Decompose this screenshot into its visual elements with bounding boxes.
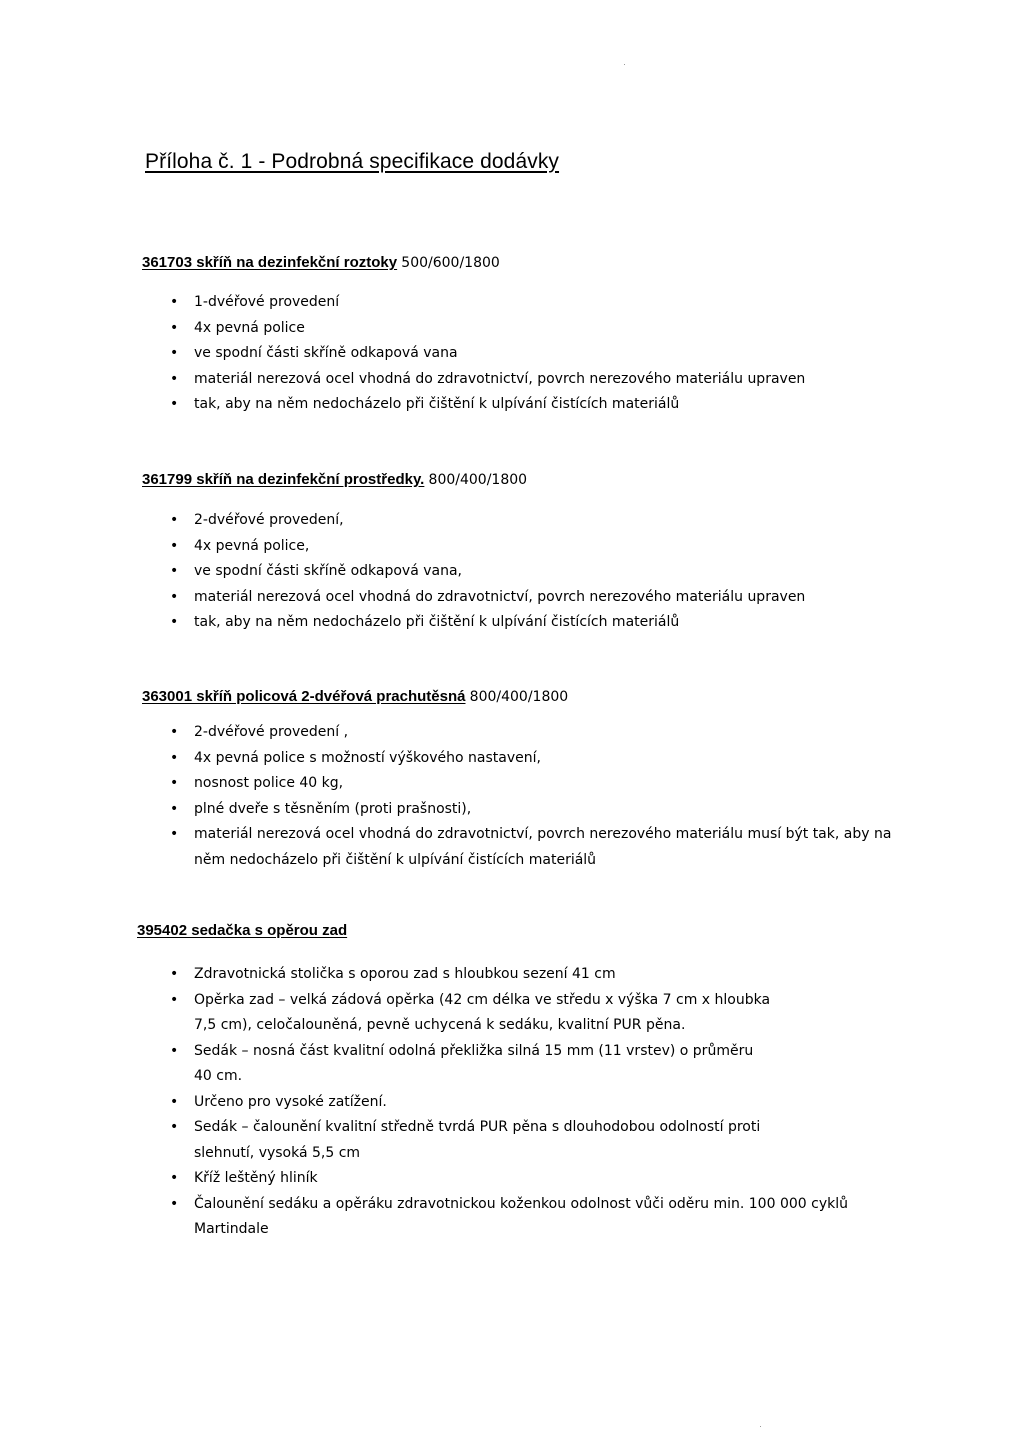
bullet-icon: • bbox=[170, 396, 179, 412]
list-item-text: materiál nerezová ocel vhodná do zdravotnictví, povrch nerezového materiálu upraven bbox=[194, 588, 806, 605]
list-item-text: 1-dvéřové provedení bbox=[194, 294, 340, 310]
bullet-icon: • bbox=[170, 826, 179, 842]
list-item-text: ve spodní části skříně odkapová vana bbox=[194, 345, 458, 361]
item-code-name: 361799 skříň na dezinfekční prostředky. bbox=[142, 471, 425, 488]
bullet-icon: • bbox=[170, 537, 179, 554]
section-heading bbox=[142, 471, 527, 488]
list-item-text: 2-dvéřové provedení , bbox=[194, 724, 349, 740]
bullet-icon: • bbox=[170, 1042, 179, 1059]
bullet-icon: • bbox=[170, 1119, 179, 1135]
bullet-icon: • bbox=[170, 775, 179, 791]
list-item bbox=[170, 392, 805, 418]
list-item-text: 4x pevná police s možností výškového nastavení, bbox=[194, 749, 541, 766]
list-item-text: tak, aby na něm nedocházelo při čištění k ulpívání čistících materiálů bbox=[194, 396, 680, 412]
list-item bbox=[170, 1115, 794, 1166]
document-title: Příloha č. 1 - Podrobná specifikace dodávky bbox=[145, 150, 560, 173]
item-code-name: 361703 skříň na dezinfekční roztoky bbox=[142, 254, 398, 271]
list-item-text: Kříž leštěný hliník bbox=[194, 1170, 318, 1186]
bullet-icon: • bbox=[170, 1195, 179, 1212]
list-item bbox=[170, 534, 805, 560]
list-item bbox=[170, 290, 805, 316]
bullet-icon: • bbox=[170, 614, 179, 630]
list-item-text: ve spodní části skříně odkapová vana, bbox=[194, 563, 463, 579]
bullet-icon: • bbox=[170, 370, 179, 387]
list-item-text: 4x pevná police bbox=[194, 319, 305, 336]
section-heading bbox=[142, 254, 500, 271]
list-item bbox=[170, 1090, 894, 1116]
list-item bbox=[170, 508, 805, 534]
section-heading bbox=[137, 922, 347, 939]
list-item-text: Sedák – čalounění kvalitní středně tvrdá PUR pěna s dlouhodobou odolností proti slehnutí, vysoká 5,5 cm bbox=[194, 1119, 761, 1161]
bullet-icon: • bbox=[170, 512, 179, 528]
list-item-text: 4x pevná police, bbox=[194, 537, 310, 554]
list-item-text: Opěrka zad – velká zádová opěrka (42 cm délka ve středu x výška 7 cm x hloubka 7,5 cm), celočalouněná, pevně uchycená k sedáku, kvalitní PUR pěna. bbox=[194, 991, 771, 1033]
bullet-icon: • bbox=[170, 345, 179, 361]
list-item bbox=[170, 1039, 754, 1090]
item-code-name: 395402 sedačka s opěrou zad bbox=[137, 922, 348, 939]
list-item-text: tak, aby na něm nedocházelo při čištění k ulpívání čistících materiálů bbox=[194, 614, 680, 630]
bullet-icon: • bbox=[170, 294, 179, 310]
list-item bbox=[170, 559, 805, 585]
list-item-text: 2-dvéřové provedení, bbox=[194, 512, 344, 528]
list-item-text: plné dveře s těsněním (proti prašnosti), bbox=[194, 800, 472, 817]
bullet-icon: • bbox=[170, 588, 179, 605]
spec-list bbox=[170, 962, 894, 1243]
list-item bbox=[170, 367, 805, 393]
list-item bbox=[170, 771, 894, 797]
scan-speck bbox=[624, 64, 625, 65]
spec-list bbox=[170, 508, 805, 636]
item-dimensions: 500/600/1800 bbox=[401, 255, 500, 271]
list-item bbox=[170, 316, 805, 342]
bullet-icon: • bbox=[170, 319, 179, 336]
bullet-icon: • bbox=[170, 724, 179, 740]
spec-list bbox=[170, 290, 805, 418]
bullet-icon: • bbox=[170, 800, 179, 817]
list-item bbox=[170, 1192, 894, 1243]
list-item bbox=[170, 341, 805, 367]
bullet-icon: • bbox=[170, 991, 179, 1008]
list-item-text: Sedák – nosná část kvalitní odolná překližka silná 15 mm (11 vrstev) o průměru 40 cm. bbox=[194, 1042, 754, 1084]
list-item bbox=[170, 822, 894, 873]
list-item-text: Zdravotnická stolička s oporou zad s hloubkou sezení 41 cm bbox=[194, 966, 616, 982]
spec-list bbox=[170, 720, 894, 873]
list-item bbox=[170, 610, 805, 636]
bullet-icon: • bbox=[170, 966, 179, 982]
list-item bbox=[170, 585, 805, 611]
list-item bbox=[170, 797, 894, 823]
list-item-text: Určeno pro vysoké zatížení. bbox=[194, 1093, 387, 1110]
item-dimensions: 800/400/1800 bbox=[428, 472, 528, 488]
bullet-icon: • bbox=[170, 1093, 179, 1110]
list-item bbox=[170, 988, 794, 1039]
list-item-text: materiál nerezová ocel vhodná do zdravotnictví, povrch nerezového materiálu upraven bbox=[194, 370, 806, 387]
list-item-text: nosnost police 40 kg, bbox=[194, 775, 344, 791]
list-item bbox=[170, 720, 894, 746]
list-item-text: Čalounění sedáku a opěráku zdravotnickou koženkou odolnost vůči oděru min. 100 000 cyklů Martindale bbox=[194, 1195, 848, 1237]
item-dimensions: 800/400/1800 bbox=[469, 689, 569, 705]
list-item-text: materiál nerezová ocel vhodná do zdravotnictví, povrch nerezového materiálu musí být tak, aby na něm nedocházelo při čištění k ulpívání čistících materiálů bbox=[194, 826, 892, 868]
list-item bbox=[170, 962, 894, 988]
bullet-icon: • bbox=[170, 1170, 179, 1186]
scan-speck bbox=[760, 1426, 761, 1427]
section-heading bbox=[142, 688, 568, 705]
list-item bbox=[170, 746, 894, 772]
list-item bbox=[170, 1166, 894, 1192]
bullet-icon: • bbox=[170, 563, 179, 579]
item-code-name: 363001 skříň policová 2-dvéřová prachutěsná bbox=[142, 688, 466, 705]
bullet-icon: • bbox=[170, 749, 179, 766]
